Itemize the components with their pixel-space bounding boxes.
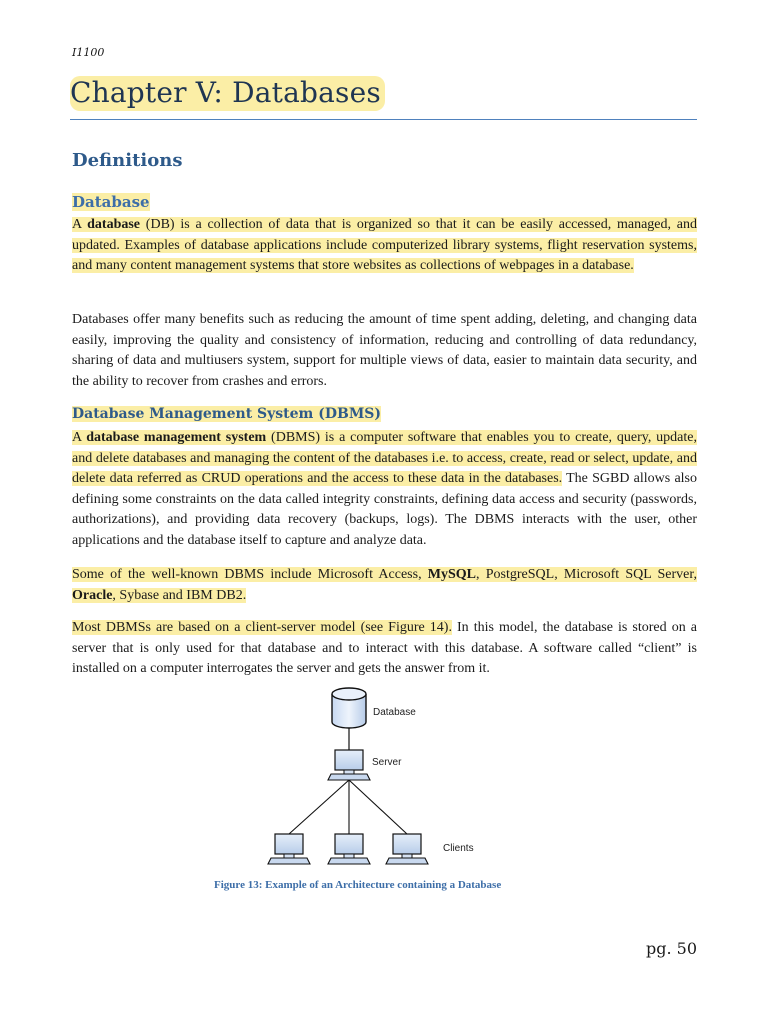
title-rule [70, 119, 697, 120]
label-database: Database [373, 707, 416, 718]
subheading-database [72, 193, 150, 211]
figure-caption: Figure 13: Example of an Architecture containing a Database [214, 879, 502, 891]
p3-pre: A [72, 430, 87, 445]
chapter-title-text: Chapter V: Databases [70, 76, 385, 111]
dbms-examples-highlight [72, 567, 697, 603]
chapter-title [70, 76, 385, 109]
term-database: database [87, 217, 141, 232]
term-oracle: Oracle [72, 587, 113, 603]
p4-a: Some of the well-known DBMS include Microsoft Access, [72, 567, 428, 582]
database-definition-highlight [72, 217, 697, 273]
paragraph-database-definition [72, 215, 697, 277]
subheading-dbms-text: Database Management System (DBMS) [72, 406, 382, 422]
p3-rest: The SGBD allows also defining some constraints on the data called integrity constraints, defining data access and security (passwords, authorizations), and providing data recovery (backups, logs). The DBMS interacts with the user, other applications and the database itself to capture and analyze data. [72, 471, 697, 548]
label-server: Server [372, 757, 402, 768]
paragraph-dbms-examples [72, 565, 697, 606]
client-computer-icon [386, 834, 428, 864]
p4-b: , PostgreSQL, Microsoft SQL Server, [476, 567, 697, 582]
client-computer-icon [268, 834, 310, 864]
client-server-highlight: Most DBMSs are based on a client-server model (see Figure 14). [72, 620, 452, 635]
term-dbms: database management system [86, 430, 267, 445]
section-heading-definitions: Definitions [72, 150, 183, 171]
p1-pre: A [72, 217, 88, 232]
subheading-dbms [72, 406, 381, 422]
paragraph-database-benefits: Databases offer many benefits such as reducing the amount of time spent adding, deleting, and changing data easily, improving the quality and consistency of information, reducing and controlling of data redundancy, sharing of data and multiusers system, support for multiple views of data, easier to maintain data security, and the ability to recover from crashes and errors. [72, 312, 697, 389]
paragraph-client-server [72, 618, 697, 680]
p3-highlighted: (DBMS) is a computer software that enables you to create, query, update, and delete databases and managing the content of the databases i.e. to access, create, read or select, update, and delete data referred as CRUD operations and the access to these data in the databases. [72, 430, 697, 486]
client-server-diagram [255, 684, 515, 879]
server-computer-icon [328, 750, 370, 780]
network-links [289, 780, 407, 834]
database-cylinder-icon [332, 688, 366, 728]
course-code: I1100 [72, 46, 105, 59]
label-clients: Clients [443, 843, 474, 854]
p1-post: (DB) is a collection of data that is organized so that it can be easily accessed, managed, and updated. Examples of database applications include computerized library systems, flight reservation systems, and many content management systems that store websites as collections of webpages in a database. [72, 217, 697, 273]
p5-rest: In this model, the database is stored on a server that is only used for that database and to interact with this database. A software called “client” is installed on a computer interrogates the server and gets the answer from it. [72, 620, 697, 676]
paragraph-dbms-definition [72, 428, 697, 551]
page-number: pg. 50 [646, 939, 698, 958]
subheading-database-text: Database [72, 193, 150, 211]
p4-c: , Sybase and IBM DB2. [112, 587, 247, 603]
term-mysql: MySQL [427, 567, 477, 582]
client-computer-icon [328, 834, 370, 864]
